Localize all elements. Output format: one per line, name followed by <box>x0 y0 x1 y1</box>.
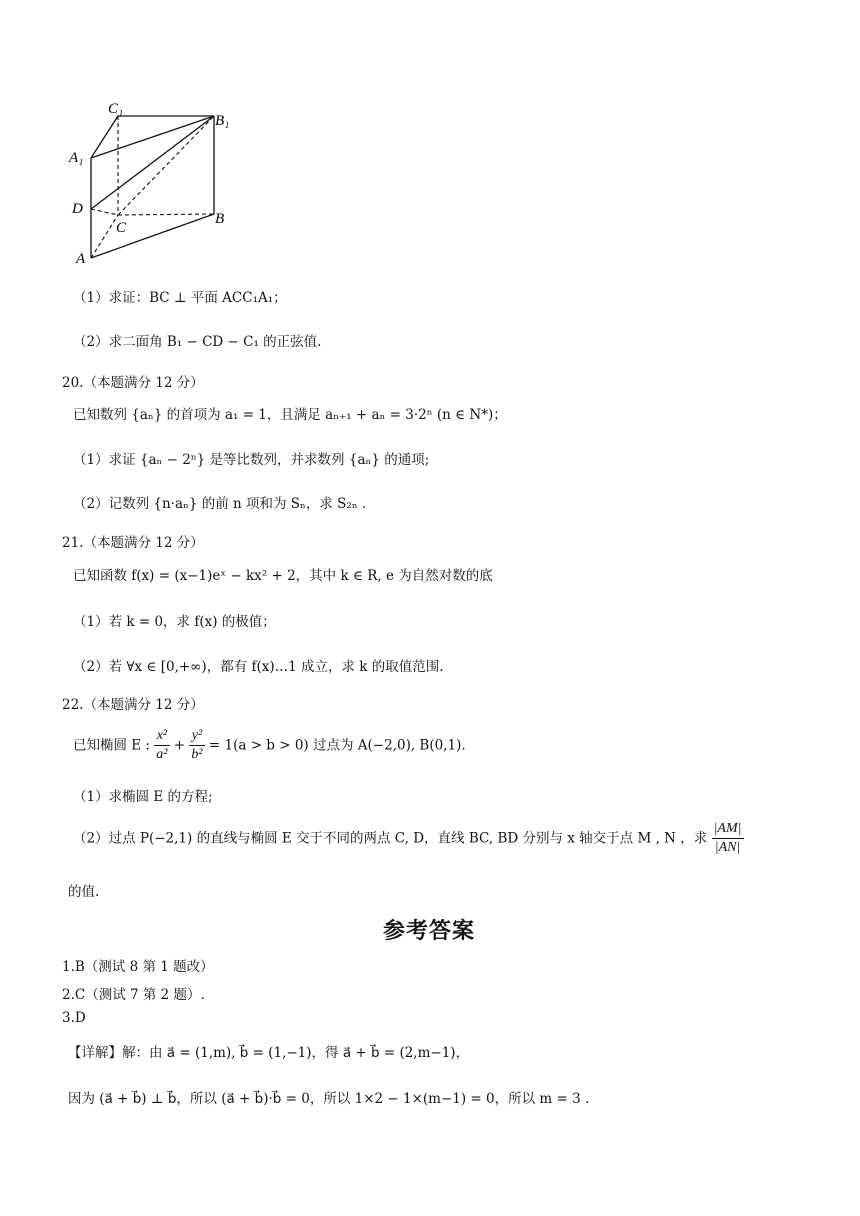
ratio-am-an <box>712 820 744 857</box>
frac-y-den: b² <box>191 747 203 762</box>
q22-part2-text: （2）过点 P(−2,1) 的直线与椭圆 E 交于不同的两点 C, D，直线 BC, BD 分别与 x 轴交于点 M , N ，求 <box>73 830 708 847</box>
label-c1: C₁ <box>108 101 124 117</box>
q21-part1: （1）若 k = 0，求 f(x) 的极值； <box>73 614 276 630</box>
edge-a-b <box>91 214 214 258</box>
q22-header: 22.（本题满分 12 分） <box>62 697 204 713</box>
answer-2: 2.C（测试 7 第 2 题）. <box>62 987 205 1003</box>
label-b: B <box>215 211 225 227</box>
edge-d-c <box>91 209 118 215</box>
answer-3: 3.D <box>62 1010 86 1026</box>
answer-1: 1.B（测试 8 第 1 题改） <box>62 959 214 975</box>
q22-part2 <box>73 820 744 857</box>
label-c: C <box>116 220 127 236</box>
q22-part2-tail: 的值. <box>68 884 100 900</box>
answer-3-detail-line2: 因为 (a⃗ + b⃗) ⊥ b⃗，所以 (a⃗ + b⃗)·b⃗ = 0，所以 1×2 − 1×(m−1) = 0，所以 m = 3 . <box>68 1091 590 1107</box>
prism-figure <box>60 95 240 275</box>
q20-stem: 已知数列 {aₙ} 的首项为 a₁ = 1，且满足 aₙ₊₁ + aₙ = 3·2ⁿ (n ∈ N*)； <box>73 407 507 423</box>
edge-c-b <box>118 214 214 215</box>
q22-stem-tail: = 1(a > b > 0) 过点为 A(−2,0), B(0,1). <box>208 737 466 754</box>
ratio-num: |AM| <box>712 820 744 839</box>
label-b1: B₁ <box>215 113 230 129</box>
plus-sign: + <box>173 737 186 754</box>
q19-part2: （2）求二面角 B₁ − CD − C₁ 的正弦值. <box>73 334 322 350</box>
ellipse-frac-x <box>154 727 169 764</box>
frac-x-num: x² <box>154 727 169 746</box>
q20-header: 20.（本题满分 12 分） <box>62 375 204 391</box>
q22-stem-lead: 已知椭圆 E : <box>73 737 150 754</box>
label-a1: A₁ <box>69 150 84 166</box>
ratio-den: |AN| <box>714 840 741 855</box>
q20-part1: （1）求证 {aₙ − 2ⁿ} 是等比数列，并求数列 {aₙ} 的通项; <box>73 452 430 468</box>
q21-stem: 已知函数 f(x) = (x−1)eˣ − kx² + 2，其中 k ∈ R, e 为自然对数的底 <box>73 568 493 584</box>
ellipse-frac-y <box>189 727 204 764</box>
edge-a1-b1 <box>91 116 214 158</box>
q19-part1: （1）求证：BC ⊥ 平面 ACC₁A₁； <box>73 290 287 306</box>
edge-a-c <box>91 215 118 258</box>
label-a: A <box>76 251 86 267</box>
q21-header: 21.（本题满分 12 分） <box>62 535 204 551</box>
answer-3-detail-line1: 【详解】解：由 a⃗ = (1,m), b⃗ = (1,−1)，得 a⃗ + b⃗ = (2,m−1)， <box>68 1045 470 1061</box>
q22-part1: （1）求椭圆 E 的方程; <box>73 789 213 805</box>
q21-part2: （2）若 ∀x ∈ [0,+∞)，都有 f(x)…1 成立，求 k 的取值范围. <box>73 659 444 675</box>
edge-a1-c1 <box>91 116 118 158</box>
label-d: D <box>72 201 83 217</box>
answers-title: 参考答案 <box>383 918 476 944</box>
frac-x-den: a² <box>156 747 168 762</box>
edge-c-b1 <box>118 116 214 215</box>
q22-stem <box>73 727 466 764</box>
q20-part2: （2）记数列 {n·aₙ} 的前 n 项和为 Sₙ，求 S₂ₙ . <box>73 496 367 512</box>
frac-y-num: y² <box>189 727 204 746</box>
